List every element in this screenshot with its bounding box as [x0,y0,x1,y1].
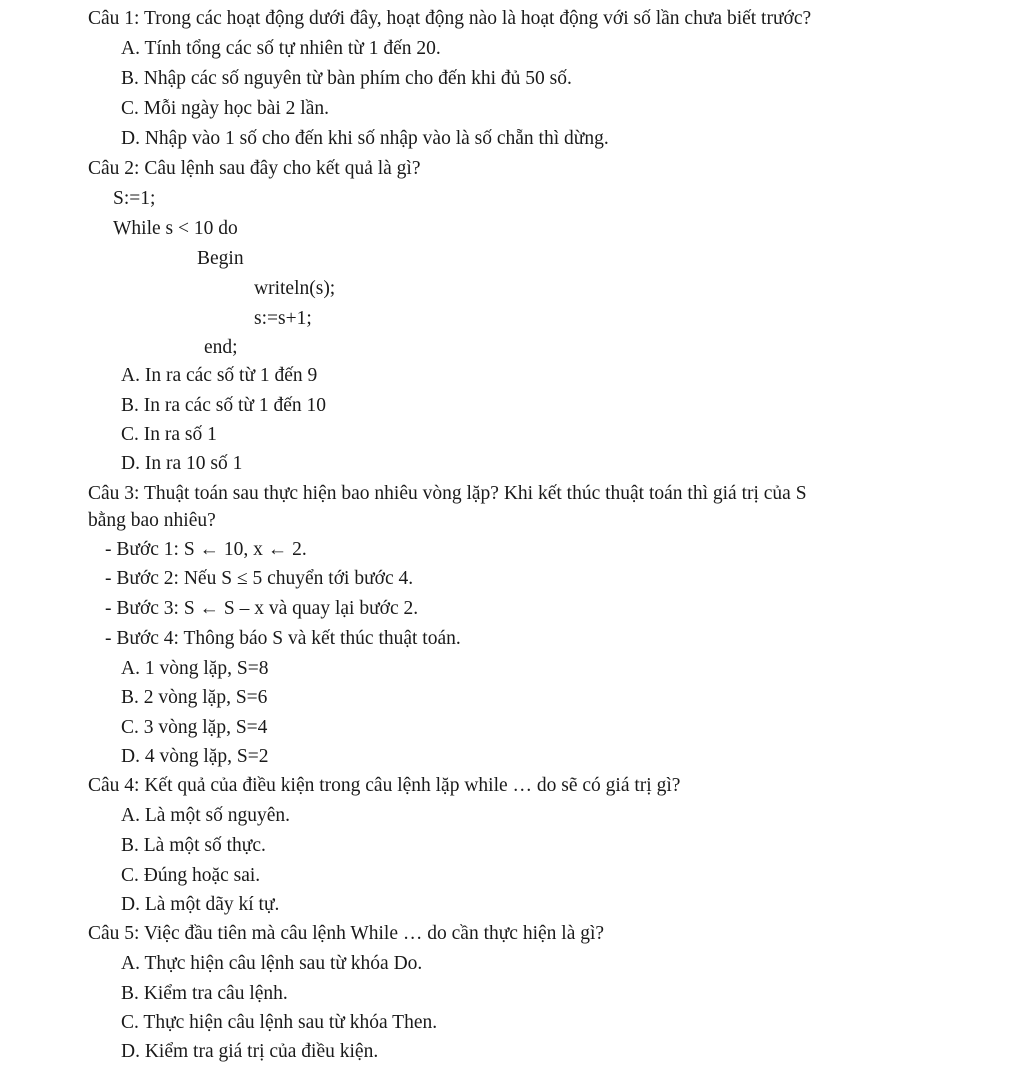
question-1-option-c: C. Mỗi ngày học bài 2 lần. [121,98,329,119]
question-2-option-a: A. In ra các số từ 1 đến 9 [121,365,318,386]
code-line-3: Begin [197,248,244,269]
question-2-text: Câu 2: Câu lệnh sau đây cho kết quả là gì? [88,158,421,179]
code-line-2: While s < 10 do [113,218,238,239]
code-line-1: S:=1; [113,188,156,209]
algorithm-step-2: - Bước 2: Nếu S ≤ 5 chuyển tới bước 4. [105,568,414,589]
question-5-text: Câu 5: Việc đầu tiên mà câu lệnh While … do cần thực hiện là gì? [88,923,605,944]
question-5-option-a: A. Thực hiện câu lệnh sau từ khóa Do. [121,953,423,974]
question-1-option-b: B. Nhập các số nguyên từ bàn phím cho đến khi đủ 50 số. [121,68,572,89]
question-2-option-b: B. In ra các số từ 1 đến 10 [121,395,326,416]
question-1-text: Câu 1: Trong các hoạt động dưới đây, hoạt động nào là hoạt động với số lần chưa biết trước? [88,8,812,29]
question-2-option-d: D. In ra 10 số 1 [121,453,243,474]
code-line-5: s:=s+1; [254,308,312,329]
question-2-option-c: C. In ra số 1 [121,424,217,445]
question-3-option-c: C. 3 vòng lặp, S=4 [121,717,268,738]
algorithm-step-1: - Bước 1: S ← 10, x ← 2. [105,539,307,560]
question-5-option-b: B. Kiểm tra câu lệnh. [121,983,288,1004]
algorithm-step-3: - Bước 3: S ← S – x và quay lại bước 2. [105,598,419,619]
code-line-4: writeln(s); [254,278,336,299]
question-3-option-d: D. 4 vòng lặp, S=2 [121,746,269,767]
question-4-option-c: C. Đúng hoặc sai. [121,865,261,886]
question-3-option-b: B. 2 vòng lặp, S=6 [121,687,268,708]
question-4-text: Câu 4: Kết quả của điều kiện trong câu lệnh lặp while … do sẽ có giá trị gì? [88,775,681,796]
question-5-option-d: D. Kiểm tra giá trị của điều kiện. [121,1041,379,1062]
question-3-text-line-1: Câu 3: Thuật toán sau thực hiện bao nhiêu vòng lặp? Khi kết thúc thuật toán thì giá trị của S [88,483,807,504]
question-4-option-a: A. Là một số nguyên. [121,805,290,826]
question-3-text-line-2: bằng bao nhiêu? [88,510,216,531]
question-5-option-c: C. Thực hiện câu lệnh sau từ khóa Then. [121,1012,438,1033]
question-1-option-d: D. Nhập vào 1 số cho đến khi số nhập vào là số chẵn thì dừng. [121,128,609,149]
code-line-6: end; [204,337,238,358]
question-4-option-d: D. Là một dãy kí tự. [121,894,280,915]
question-4-option-b: B. Là một số thực. [121,835,266,856]
algorithm-step-4: - Bước 4: Thông báo S và kết thúc thuật toán. [105,628,461,649]
question-3-option-a: A. 1 vòng lặp, S=8 [121,658,269,679]
question-1-option-a: A. Tính tổng các số tự nhiên từ 1 đến 20. [121,38,441,59]
